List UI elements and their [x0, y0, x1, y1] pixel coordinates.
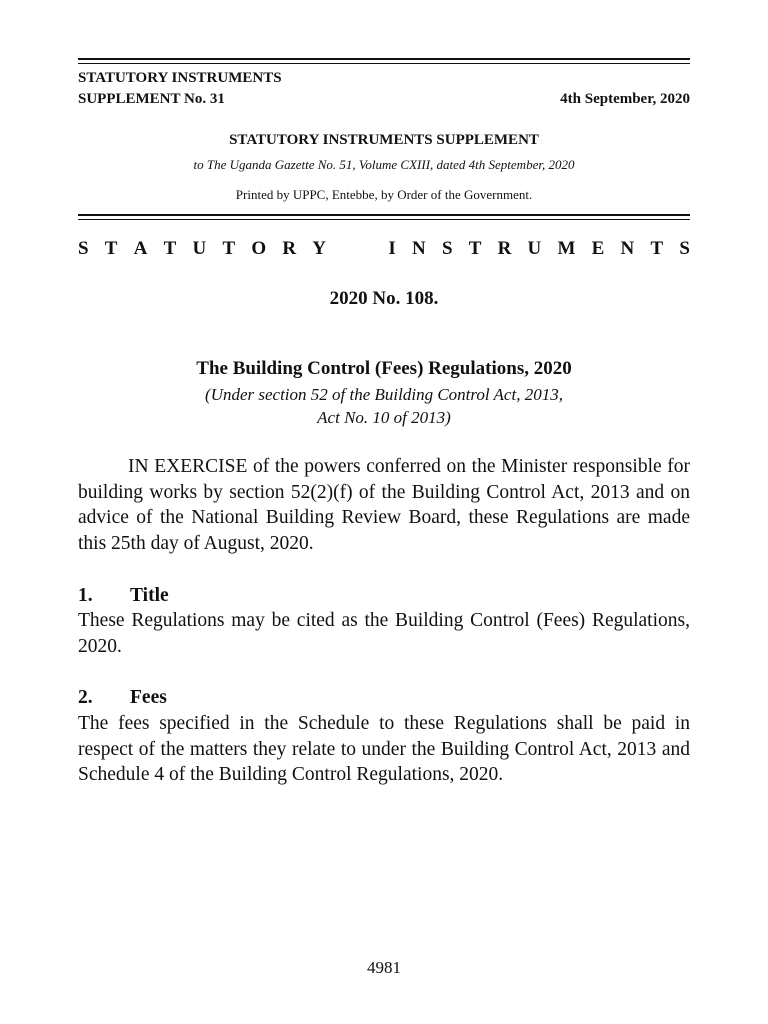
- section-number: 1.: [78, 585, 93, 606]
- banner-letter: O: [251, 238, 267, 259]
- regulation-title: The Building Control (Fees) Regulations, 2020: [196, 358, 572, 379]
- series-line-1: STATUTORY INSTRUMENTS: [78, 70, 282, 86]
- banner-letter: R: [497, 238, 512, 259]
- banner-letter: M: [557, 238, 576, 259]
- gazette-page: [78, 0, 690, 1024]
- banner-letter: T: [650, 238, 664, 259]
- supplement-title: STATUTORY INSTRUMENTS SUPPLEMENT: [229, 132, 539, 148]
- banner-letter: T: [104, 238, 118, 259]
- banner-letter: T: [222, 238, 236, 259]
- top-double-rule: [78, 58, 690, 64]
- section-text: These Regulations may be cited as the Building Control (Fees) Regulations, 2020.: [78, 610, 690, 657]
- preamble-paragraph: IN EXERCISE of the powers conferred on the Minister responsible for building works by section 52(2)(f) of the Building Control Act, 2013 and on advice of the National Building Review Board, these Regulations are made this 25th day of August, 2020.: [78, 456, 690, 554]
- statutory-instruments-banner: [78, 236, 690, 262]
- banner-letter: E: [591, 238, 605, 259]
- banner-letter: S: [78, 238, 89, 259]
- banner-letter: I: [388, 238, 396, 259]
- header-date: 4th September, 2020: [560, 91, 690, 107]
- banner-letter: T: [468, 238, 482, 259]
- gazette-reference: to The Uganda Gazette No. 51, Volume CXIII, dated 4th September, 2020: [193, 157, 575, 172]
- series-header: [78, 68, 282, 110]
- middle-double-rule: [78, 214, 690, 220]
- banner-letter: S: [679, 238, 690, 259]
- section-text: The fees specified in the Schedule to these Regulations shall be paid in respect of the matters they relate to under the Building Control Act, 2013 and Schedule 4 of the Building Control Regulations, 2020.: [78, 713, 690, 786]
- banner-letter: R: [282, 238, 297, 259]
- banner-letter: S: [441, 238, 453, 259]
- enabling-authority-line-1: (Under section 52 of the Building Control Act, 2013,: [205, 385, 563, 404]
- banner-letter: A: [133, 238, 148, 259]
- section-number: 2.: [78, 687, 93, 708]
- series-line-2: SUPPLEMENT No. 31: [78, 91, 225, 107]
- instrument-number: 2020 No. 108.: [329, 288, 439, 309]
- section-title: Fees: [130, 687, 167, 708]
- banner-letter: N: [412, 238, 426, 259]
- banner-letter: T: [163, 238, 177, 259]
- banner-letter: N: [620, 238, 635, 259]
- section-heading: [78, 583, 169, 608]
- banner-letter: Y: [312, 238, 326, 259]
- banner-letter: U: [527, 238, 542, 259]
- enabling-authority-line-2: Act No. 10 of 2013): [317, 408, 451, 427]
- section-heading: [78, 685, 167, 710]
- banner-word-gap: [342, 236, 372, 262]
- page-number: 4981: [367, 958, 401, 977]
- printer-notice: Printed by UPPC, Entebbe, by Order of the Government.: [235, 187, 533, 202]
- section-title: Title: [130, 585, 169, 606]
- banner-letter: U: [192, 238, 207, 259]
